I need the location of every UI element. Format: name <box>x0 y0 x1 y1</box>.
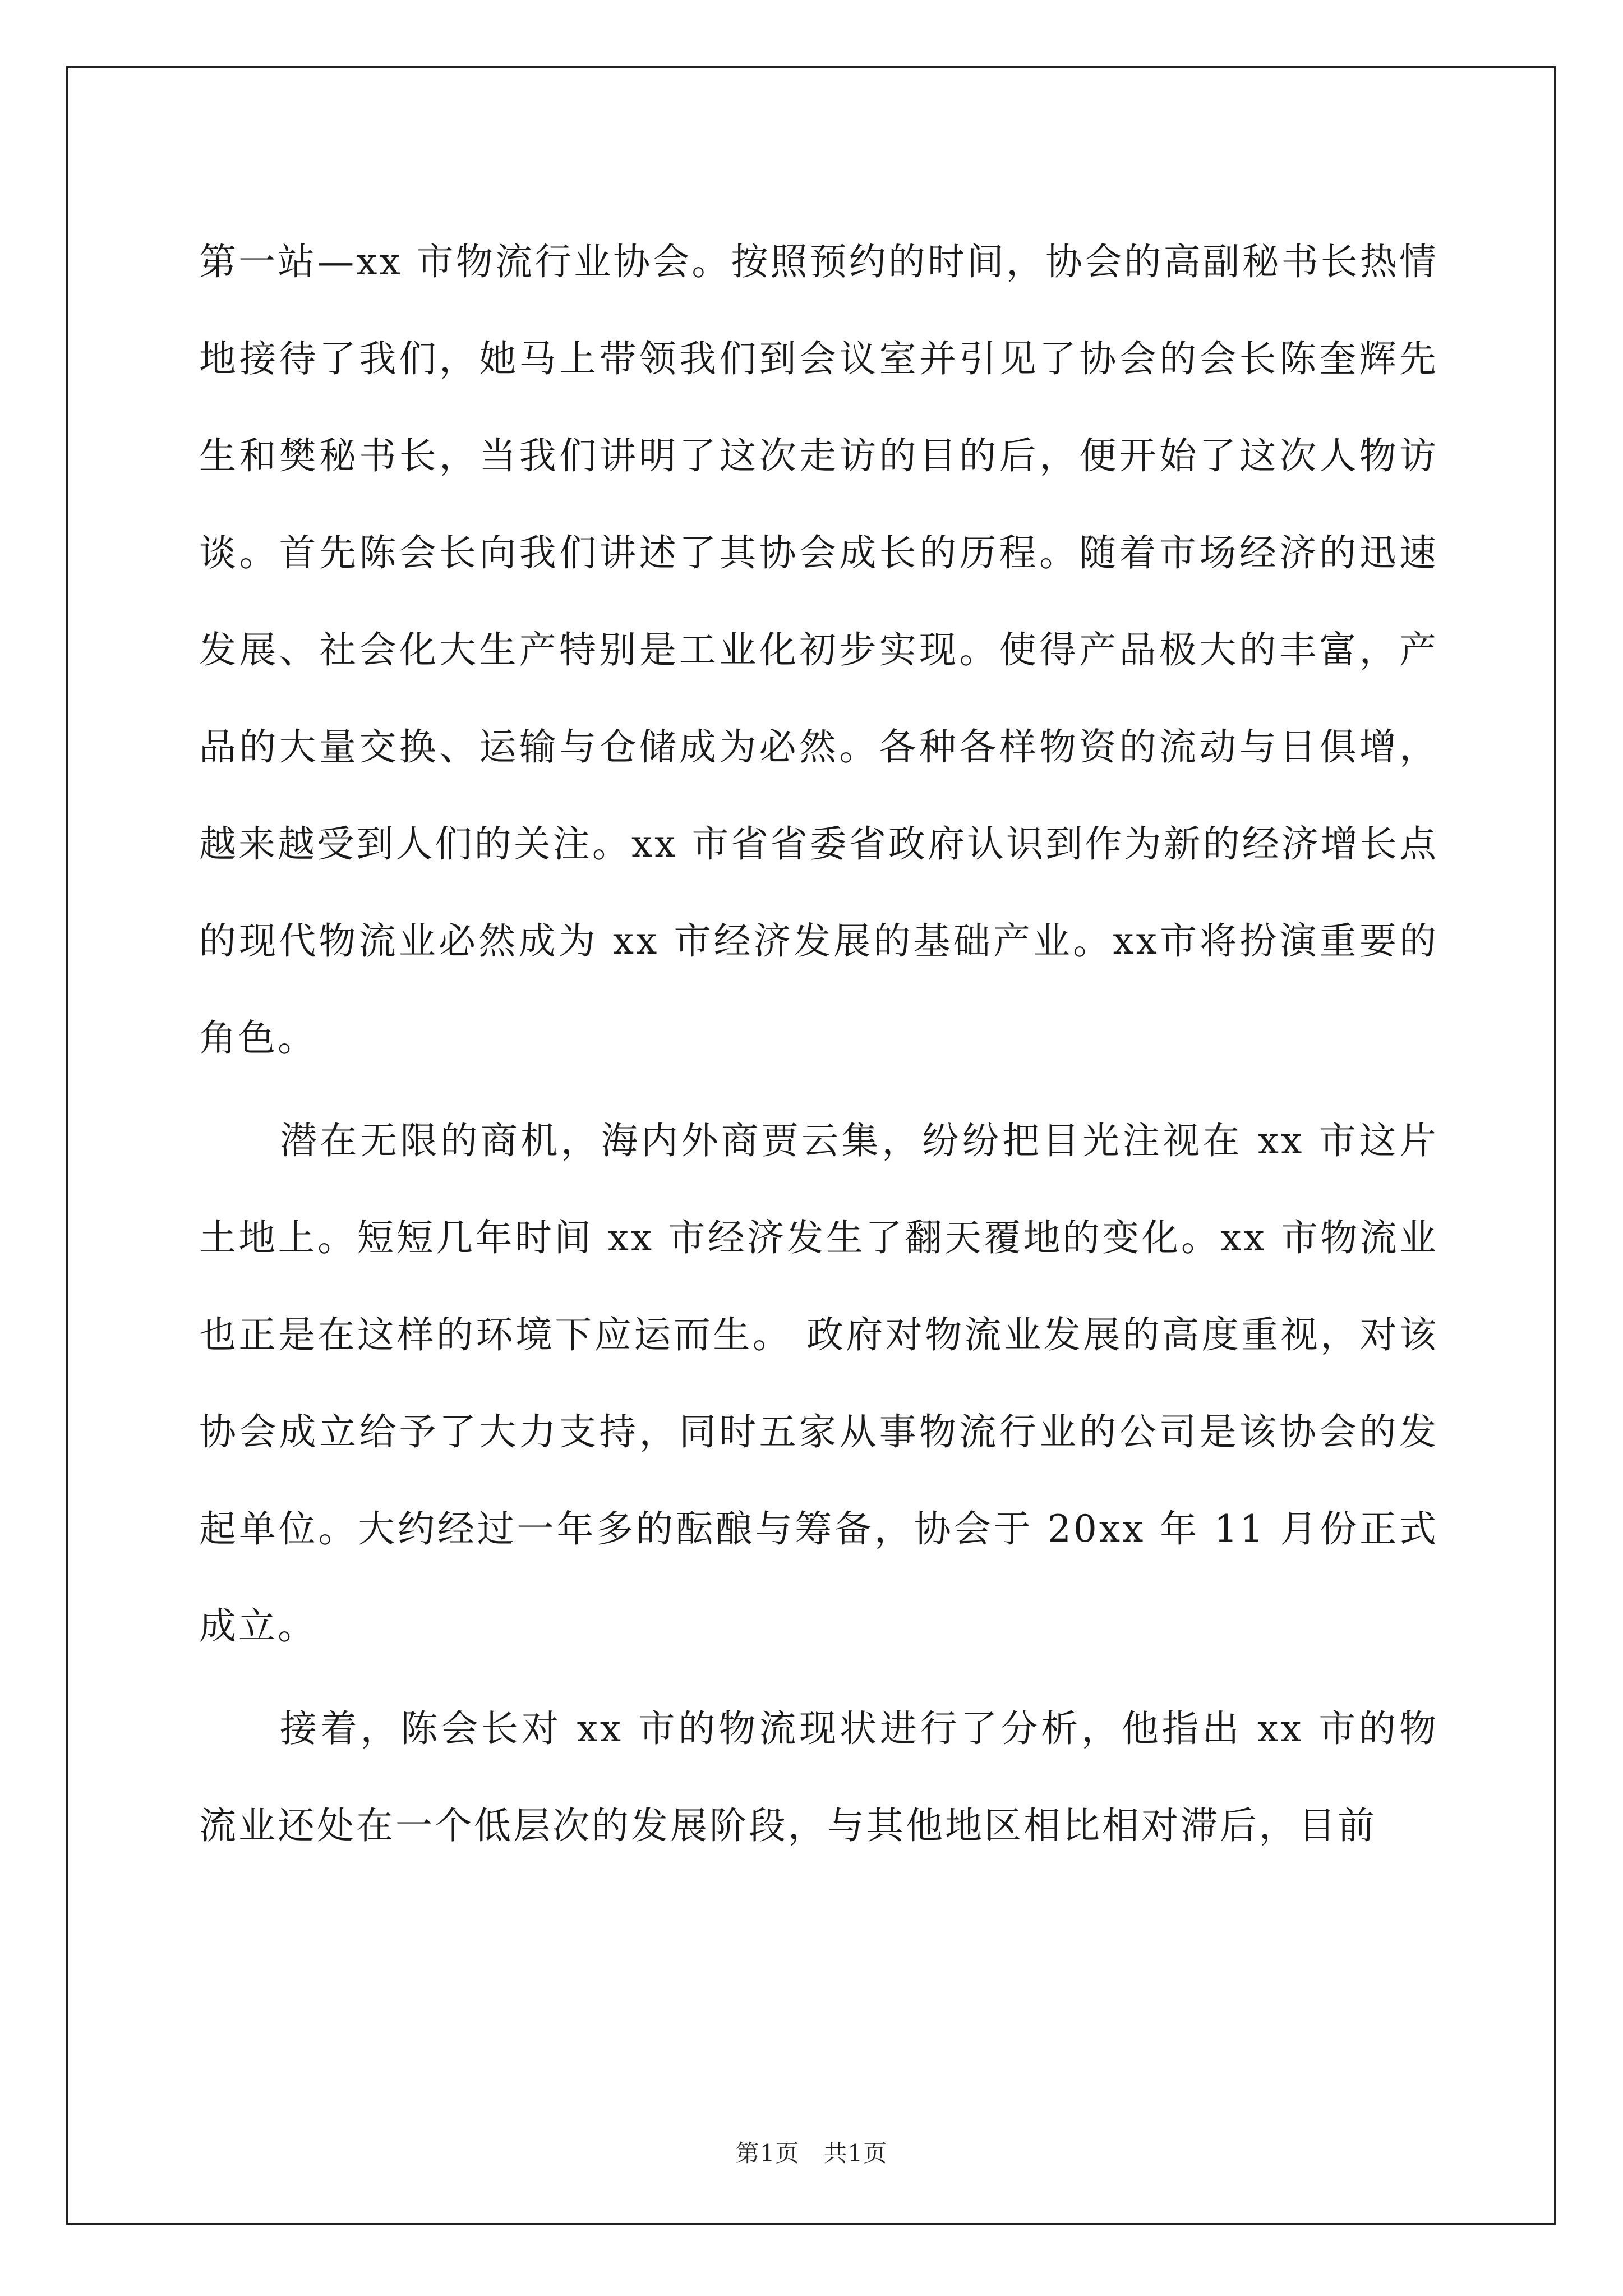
paragraph-3: 接着，陈会长对 xx 市的物流现状进行了分析，他指出 xx 市的物流业还处在一个低层次的发展阶段，与其他地区相比相对滞后，目前 <box>199 1707 1438 1847</box>
page-footer: 第1页 共1页 <box>735 2139 888 2167</box>
document-body <box>199 213 1438 1874</box>
paragraph-1: 第一站—xx 市物流行业协会。按照预约的时间，协会的高副秘书长热情地接待了我们，她马上带领我们到会议室并引见了协会的会长陈奎辉先生和樊秘书长，当我们讲明了这次走访的目的后，便开始了这次人物访谈。首先陈会长向我们讲述了其协会成长的历程。随着市场经济的迅速发展、社会化大生产特别是工业化初步实现。使得产品极大的丰富，产品的大量交换、运输与仓储成为必然。各种各样物资的流动与日俱增，越来越受到人们的关注。xx 市省省委省政府认识到作为新的经济增长点的现代物流业必然成为 xx 市经济发展的基础产业。xx市将扮演重要的角色。 <box>199 240 1438 1060</box>
paragraph-2: 潜在无限的商机，海内外商贾云集，纷纷把目光注视在 xx 市这片土地上。短短几年时间 xx 市经济发生了翻天覆地的变化。xx 市物流业也正是在这样的环境下应运而生。 政府对物流业发展的高度重视，对该协会成立给予了大力支持，同时五家从事物流行业的公司是该协会的发起单位。大约经过一年多的酝酿与筹备，协会于 20xx 年 11 月份正式成立。 <box>199 1119 1438 1648</box>
